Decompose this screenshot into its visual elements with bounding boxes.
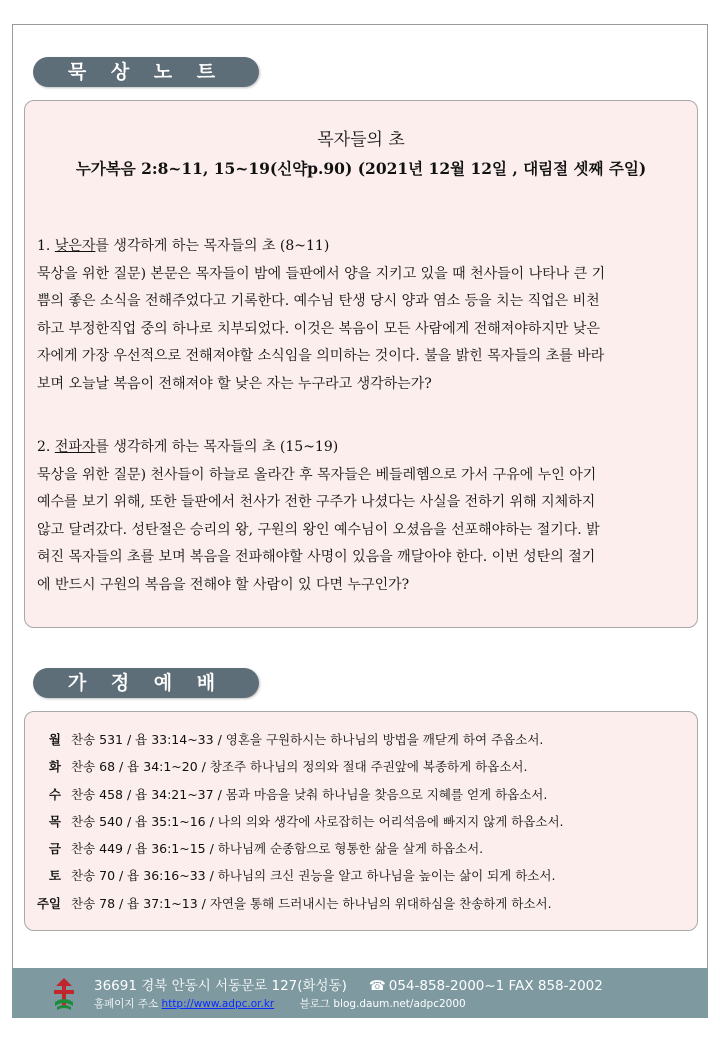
meditation-section-label: 묵 상 노 트 bbox=[33, 57, 259, 87]
cross-logo-icon bbox=[52, 976, 76, 1012]
worship-row-sat bbox=[31, 862, 691, 889]
meditation-box bbox=[24, 100, 698, 628]
worship-text: 찬송 540 / 욥 35:1~16 / 나의 의와 생각에 사로잡히는 어리석음에 빠지지 않게 하옵소서. bbox=[71, 813, 564, 829]
homepage-label: 홈페이지 주소 bbox=[94, 998, 159, 1010]
worship-text: 찬송 449 / 욥 36:1~15 / 하나님께 순종함으로 형통한 삶을 살게 하옵소서. bbox=[71, 841, 484, 857]
point-line: 하고 부정한직업 중의 하나로 치부되었다. 이것은 복음이 모든 사람에게 전해져야하지만 낮은 bbox=[37, 320, 600, 337]
point-heading-text: 를 생각하게 하는 목자들의 초 (8~11) bbox=[95, 238, 330, 254]
worship-day: 월 bbox=[48, 732, 61, 747]
point-line: 않고 달려갔다. 성탄절은 승리의 왕, 구원의 왕인 예수님이 오셨음을 선포해야하는 절기다. 밝 bbox=[37, 521, 600, 538]
meditation-point-1 bbox=[37, 233, 689, 398]
point-keyword: 낮은자 bbox=[54, 238, 96, 254]
worship-row-sun bbox=[31, 890, 691, 917]
point-line: 예수를 보기 위해, 또한 들판에서 천사가 전한 구주가 나셨다는 사실을 전하기 위해 지체하지 bbox=[37, 494, 596, 510]
worship-box bbox=[24, 711, 698, 931]
worship-text: 찬송 70 / 욥 36:16~33 / 하나님의 크신 권능을 알고 하나님을 높이는 삶이 되게 하소서. bbox=[71, 868, 556, 884]
point-heading-text: 를 생각하게 하는 목자들의 초 (15~19) bbox=[95, 439, 339, 455]
point-line: 자에게 가장 우선적으로 전해져야할 소식임을 의미하는 것이다. 불을 밝힌 목자들의 초를 바라 bbox=[37, 348, 605, 364]
point-heading bbox=[37, 233, 689, 261]
footer-contact bbox=[94, 974, 603, 994]
meditation-point-2 bbox=[37, 434, 689, 599]
worship-day: 금 bbox=[48, 841, 61, 857]
point-keyword: 전파자 bbox=[54, 439, 96, 455]
point-line: 쁨의 좋은 소식을 전해주었다고 기록한다. 예수님 탄생 당시 양과 염소 등을 치는 직업은 비천 bbox=[37, 293, 600, 309]
meditation-title: 목자들의 초 bbox=[317, 130, 405, 150]
worship-text: 찬송 68 / 욥 34:1~20 / 창조주 하나님의 정의와 절대 주권앞에 복종하게 하옵소서. bbox=[71, 759, 528, 775]
worship-day: 수 bbox=[48, 786, 61, 802]
worship-row-tue bbox=[31, 753, 691, 780]
footer-bar bbox=[12, 968, 708, 1018]
point-line: 묵상을 위한 질문) 본문은 목자들이 밤에 들판에서 양을 지키고 있을 때 천사들이 나타나 큰 기 bbox=[37, 265, 606, 282]
point-heading bbox=[37, 434, 689, 462]
worship-day: 토 bbox=[48, 868, 61, 884]
footer-address: 36691 경북 안동시 서동문로 127(화성동) bbox=[94, 978, 347, 994]
phone-icon: ☎ bbox=[368, 978, 386, 994]
worship-text: 찬송 531 / 욥 33:14~33 / 영혼을 구원하시는 하나님의 방법을 깨닫게 하여 주옵소서. bbox=[71, 732, 544, 747]
meditation-subtitle: 누가복음 2:8~11, 15~19(신약p.90) (2021년 12월 12일 , 대림절 셋째 주일) bbox=[75, 159, 647, 178]
blog-address: 블로그 blog.daum.net/adpc2000 bbox=[299, 998, 466, 1010]
point-number: 1. bbox=[37, 238, 55, 254]
worship-text: 찬송 78 / 욥 37:1~13 / 자연을 통해 드러내시는 하나님의 위대하심을 찬송하게 하소서. bbox=[71, 895, 552, 911]
worship-day: 화 bbox=[48, 759, 61, 775]
point-number: 2. bbox=[37, 439, 55, 455]
point-line: 에 반드시 구원의 복음을 전해야 할 사람이 있 다면 누구인가? bbox=[37, 576, 410, 593]
worship-row-fri bbox=[31, 835, 691, 862]
worship-section-label: 가 정 예 배 bbox=[33, 668, 259, 698]
point-line: 묵상을 위한 질문) 천사들이 하늘로 올라간 후 목자들은 베들레헴으로 가서 구유에 누인 아기 bbox=[37, 466, 597, 483]
footer-web bbox=[94, 996, 466, 1011]
worship-text: 찬송 458 / 욥 34:21~37 / 몸과 마음을 낮춰 하나님을 찾음으로 지혜를 얻게 하옵소서. bbox=[71, 786, 548, 802]
worship-day: 목 bbox=[48, 813, 61, 829]
homepage-link[interactable]: http://www.adpc.or.kr bbox=[161, 998, 275, 1010]
worship-row-mon bbox=[31, 726, 691, 753]
footer-phone: 054-858-2000~1 FAX 858-2002 bbox=[388, 978, 603, 994]
worship-list bbox=[31, 726, 691, 917]
worship-day: 주일 bbox=[36, 895, 61, 911]
worship-row-thu bbox=[31, 808, 691, 835]
point-line: 보며 오늘날 복음이 전해져야 할 낮은 자는 누구라고 생각하는가? bbox=[37, 375, 432, 392]
point-line: 혀진 목자들의 초를 보며 복음을 전파해야할 사명이 있음을 깨달아야 한다. 이번 성탄의 절기 bbox=[37, 549, 596, 565]
worship-row-wed bbox=[31, 781, 691, 808]
